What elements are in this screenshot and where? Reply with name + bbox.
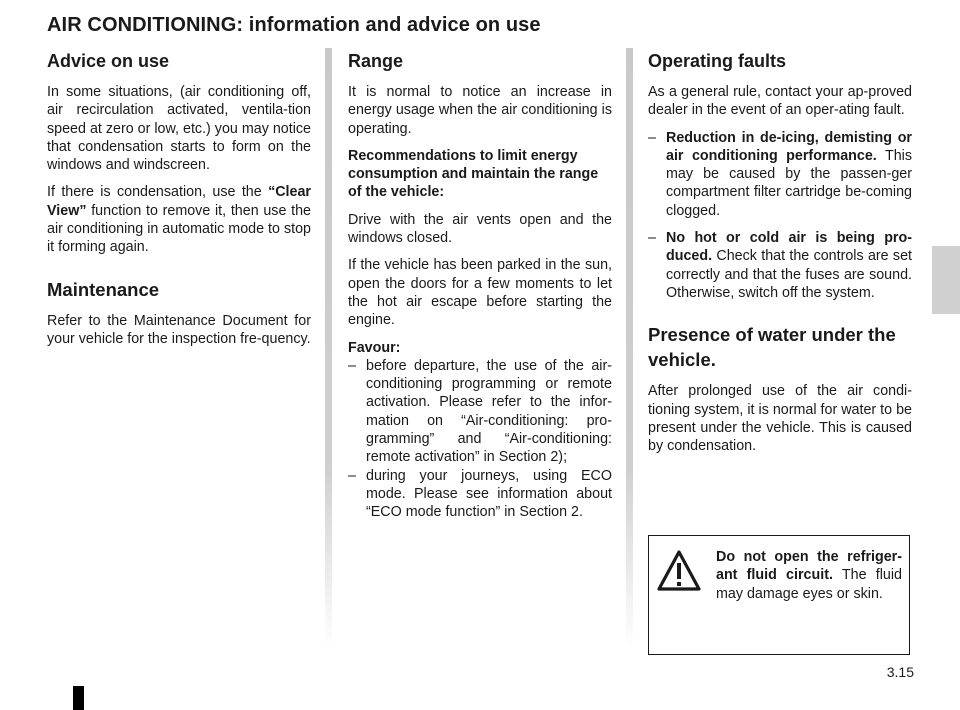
dash-bullet: – (348, 467, 356, 484)
faults-list (648, 129, 912, 303)
favour-list (348, 357, 612, 522)
warning-box (648, 535, 910, 655)
section-heading-range: Range (348, 51, 404, 71)
column-left (47, 48, 311, 357)
range-paragraph: It is normal to notice an increase in energy usage when the air conditioning is operating. (348, 84, 612, 137)
warning-body-text: The fluid may damage eyes or skin. (716, 567, 902, 602)
dash-bullet: – (348, 357, 356, 374)
column-right (648, 48, 912, 464)
fault-title: Reduction in de-icing, demisting or air conditioning performance. (666, 129, 912, 164)
column-middle (348, 48, 612, 531)
list-item-text: Check that the controls are set correctly and that the fuses are sound. Otherwise, switch off the system. (666, 248, 912, 301)
dash-bullet: – (648, 230, 656, 247)
list-item (348, 467, 612, 522)
section-heading-water: Presence of water under the vehicle. (648, 324, 896, 371)
list-item-text: before departure, the use of the air-conditioning programming or remote activation. Please refer to the infor-mation on “Air-conditioning: pro-gramming” and “Air-conditioning: remote activation” in Section 2); (366, 357, 612, 466)
fault-title: No hot or cold air is being pro-duced. (666, 230, 912, 265)
corner-mark (73, 686, 84, 710)
section-heading-advice: Advice on use (47, 51, 170, 71)
list-item (648, 129, 912, 220)
list-item-text: This may be caused by the passen-ger compartment filter cartridge be-coming clogged. (666, 147, 912, 219)
clear-view-term: “Clear View” (47, 184, 311, 219)
range-subheading: Recommendations to limit energy consumption and maintain the range of the vehicle: (348, 147, 599, 201)
range-paragraph: If the vehicle has been parked in the sun, open the doors for a few moments to let the hot air escape before starting the engine. (348, 257, 612, 329)
water-paragraph: After prolonged use of the air condi-tioning system, it is normal for water to be present under the vehicle. This is caused by condensation. (648, 383, 912, 455)
warning-bold-text: Do not open the refriger-ant fluid circuit. (716, 549, 902, 584)
page-number: 3.15 (886, 664, 914, 680)
list-item-text: during your journeys, using ECO mode. Please see information about “ECO mode function” in Section 2. (366, 467, 612, 521)
maintenance-paragraph: Refer to the Maintenance Document for your vehicle for the inspection fre-quency. (47, 312, 311, 347)
section-heading-maintenance: Maintenance (47, 278, 160, 300)
advice-clear-view-paragraph (47, 183, 311, 256)
section-tab (932, 246, 960, 314)
list-item (348, 357, 612, 467)
section-heading-faults: Operating faults (648, 51, 787, 71)
warning-text (716, 548, 902, 603)
page-title: AIR CONDITIONING: information and advice on use (47, 14, 541, 36)
warning-triangle-icon (656, 548, 702, 594)
column-divider (626, 48, 633, 648)
text-span: If there is condensation, use the (47, 184, 269, 201)
range-paragraph: Drive with the air vents open and the windows closed. (348, 211, 612, 247)
list-item (648, 229, 912, 302)
column-divider (325, 48, 332, 648)
faults-paragraph: As a general rule, contact your ap-proved dealer in the event of an oper-ating fault. (648, 84, 912, 119)
advice-paragraph: In some situations, (air conditioning off, air recirculation activated, ventila-tion speed at zero or low, etc.) you may notice that condensation starts to form on the windows and windscreen. (47, 84, 311, 174)
favour-label: Favour: (348, 339, 401, 356)
text-span: function to remove it, then use the air conditioning in automatic mode to stop it forming again. (47, 202, 311, 256)
dash-bullet: – (648, 129, 656, 146)
